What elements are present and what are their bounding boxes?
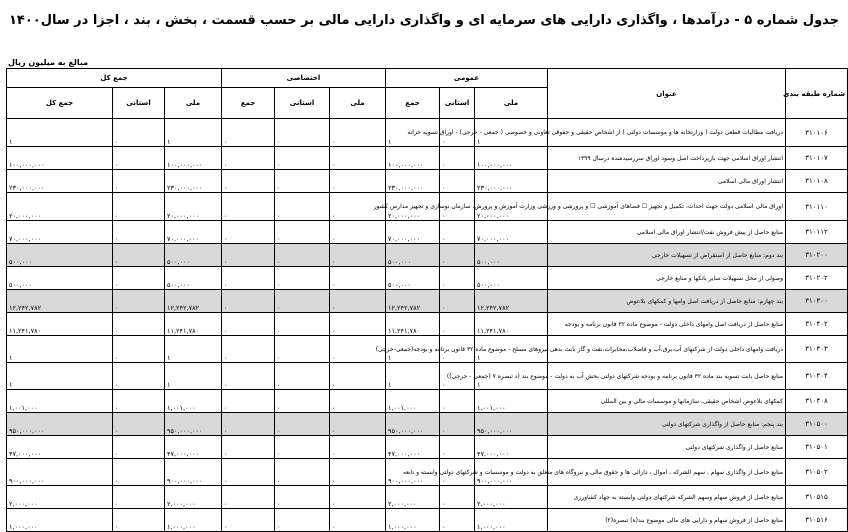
row-value: ۰ bbox=[221, 459, 274, 486]
row-title: بند چهارم: منابع حاصل از دریافت اصل وامها و کمکهای بلاعوض bbox=[548, 290, 786, 313]
row-title: کمکهای بلاعوض اشخاص حقیقی، سازمانها و موسسات مالی و بین المللی bbox=[548, 390, 786, 413]
row-value: ۱,۰۰۰,۰۰۰ bbox=[7, 509, 113, 532]
row-value: ۰ bbox=[112, 336, 164, 363]
row-value: ۰ bbox=[275, 390, 330, 413]
table-row bbox=[7, 221, 848, 244]
row-value: ۱۱,۲۴۱,۷۸۰ bbox=[7, 313, 113, 336]
row-title: انتشار اوراق اسلامی جهت بازپرداخت اصل وسود اوراق سررسیدشده درسال ۱۳۹۹ bbox=[548, 147, 786, 170]
row-code: ۳۱۰۴۰۲ bbox=[786, 313, 848, 336]
row-value: ۰ bbox=[440, 413, 475, 436]
row-value: ۱ bbox=[475, 363, 548, 390]
row-code: ۳۱۰۱۱۰ bbox=[786, 193, 848, 221]
row-value: ۰ bbox=[112, 390, 164, 413]
row-value: ۱۱,۲۴۱,۷۸۰ bbox=[475, 313, 548, 336]
row-title: بند پنجم: منابع حاصل از واگذاری شرکتهای دولتی bbox=[548, 413, 786, 436]
row-title: بند دوم: منابع حاصل از استقراض از تسهیلات خارجی bbox=[548, 244, 786, 267]
table-row bbox=[7, 459, 848, 486]
row-value: ۰ bbox=[275, 221, 330, 244]
row-title: منابع حاصل از فروش سهام وسهم الشرکه شرکتهای دولتی وابسته به جهاد کشاورزی bbox=[548, 486, 786, 509]
row-value: ۰ bbox=[112, 170, 164, 193]
row-value: ۰ bbox=[330, 170, 386, 193]
row-value: ۱ bbox=[164, 119, 221, 147]
row-code: ۳۱۰۴۰۸ bbox=[786, 390, 848, 413]
table-row bbox=[7, 147, 848, 170]
row-value: ۱,۰۰۰,۰۰۰ bbox=[386, 509, 440, 532]
row-value: ۴۷,۰۰۰,۰۰۰ bbox=[386, 436, 440, 459]
row-value: ۵۰۰,۰۰۰ bbox=[7, 267, 113, 290]
row-value: ۹۵۰,۰۰۰,۰۰۰ bbox=[386, 413, 440, 436]
sub-header-national: ملی bbox=[475, 88, 548, 119]
row-value: ۷۰,۰۰۰,۰۰۰ bbox=[475, 221, 548, 244]
row-value: ۱,۰۰۱,۰۰۰ bbox=[7, 390, 113, 413]
table-row bbox=[7, 390, 848, 413]
data-table bbox=[6, 68, 848, 532]
row-value: ۰ bbox=[330, 363, 386, 390]
group-header-total: جمع کل bbox=[7, 69, 222, 88]
row-value: ۰ bbox=[221, 486, 274, 509]
table-row bbox=[7, 336, 848, 363]
row-value: ۱ bbox=[386, 336, 440, 363]
row-value: ۵۰۰,۰۰۰ bbox=[475, 267, 548, 290]
row-code: ۳۱۰۱۰۷ bbox=[786, 147, 848, 170]
row-value: ۲,۰۰۰,۰۰۰ bbox=[7, 486, 113, 509]
row-title: وصولی از محل تسهیلات سایر بانکها و منابع خارجی bbox=[548, 267, 786, 290]
row-value: ۰ bbox=[330, 267, 386, 290]
row-value: ۱ bbox=[386, 119, 440, 147]
row-value: ۰ bbox=[221, 509, 274, 532]
table-body bbox=[7, 119, 848, 532]
row-value: ۰ bbox=[440, 486, 475, 509]
row-value: ۰ bbox=[330, 313, 386, 336]
row-value: ۵۰۰,۰۰۰ bbox=[7, 244, 113, 267]
row-value: ۰ bbox=[330, 244, 386, 267]
col-header-code: شماره طبقه بندی bbox=[786, 69, 848, 119]
row-value: ۲۳۰,۰۰۰,۰۰۰ bbox=[475, 170, 548, 193]
row-title: دریافت مطالبات قطعی دولت ( وزارتخانه ها و موسسات دولتی ) از اشخاص حقیقی و حقوقی تعاونی و خصوصی ( جمعی - خرجی) - اوراق تسویه خزانه bbox=[548, 119, 786, 147]
row-title: منابع حاصل از فروش سهام و دارایی های مالی موضوع بند(ه) تبصره(۲) bbox=[548, 509, 786, 532]
row-value: ۱,۰۰۰,۰۰۰ bbox=[164, 509, 221, 532]
row-value: ۰ bbox=[440, 170, 475, 193]
row-value: ۰ bbox=[112, 193, 164, 221]
row-title: منابع حاصل از واگذاری شرکتهای دولتی bbox=[548, 436, 786, 459]
row-value: ۰ bbox=[112, 119, 164, 147]
row-value: ۰ bbox=[330, 413, 386, 436]
row-value: ۰ bbox=[440, 363, 475, 390]
row-value: ۰ bbox=[112, 459, 164, 486]
header-row-groups bbox=[7, 69, 848, 88]
row-value: ۱۰۰,۰۰۰,۰۰۰ bbox=[164, 147, 221, 170]
row-value: ۰ bbox=[440, 221, 475, 244]
row-value: ۲,۰۰۰,۰۰۰ bbox=[164, 486, 221, 509]
row-value: ۱,۰۰۱,۰۰۰ bbox=[386, 390, 440, 413]
row-value: ۰ bbox=[275, 363, 330, 390]
row-value: ۰ bbox=[440, 336, 475, 363]
row-code: ۳۱۰۴۰۰ bbox=[786, 290, 848, 313]
table-row bbox=[7, 267, 848, 290]
row-code: ۳۱۰۲۰۰ bbox=[786, 244, 848, 267]
row-value: ۰ bbox=[112, 244, 164, 267]
row-value: ۰ bbox=[221, 363, 274, 390]
unit-note: مبالغ به میلیون ریال bbox=[8, 58, 89, 67]
row-value: ۰ bbox=[221, 436, 274, 459]
row-value: ۱۱,۲۴۱,۷۸۰ bbox=[386, 313, 440, 336]
row-value: ۲۰,۰۰۰,۰۰۰ bbox=[386, 193, 440, 221]
row-value: ۰ bbox=[275, 509, 330, 532]
table-row bbox=[7, 290, 848, 313]
row-value: ۵۰۰,۰۰۰ bbox=[386, 244, 440, 267]
group-header-public: عمومی bbox=[386, 69, 548, 88]
row-value: ۴۷,۰۰۰,۰۰۰ bbox=[7, 436, 113, 459]
sub-header-sum: جمع bbox=[386, 88, 440, 119]
row-value: ۰ bbox=[221, 267, 274, 290]
row-value: ۱,۰۰۰,۰۰۰ bbox=[475, 509, 548, 532]
row-value: ۰ bbox=[221, 170, 274, 193]
row-code: ۳۱۰۴۰۳ bbox=[786, 336, 848, 363]
row-value: ۰ bbox=[112, 413, 164, 436]
row-value: ۰ bbox=[440, 390, 475, 413]
table-row bbox=[7, 170, 848, 193]
row-value: ۰ bbox=[112, 290, 164, 313]
row-value: ۱۰۰,۰۰۰,۰۰۰ bbox=[386, 147, 440, 170]
row-value: ۰ bbox=[112, 313, 164, 336]
row-value: ۹۰۰,۰۰۰,۰۰۰ bbox=[164, 459, 221, 486]
row-value: ۰ bbox=[275, 193, 330, 221]
row-value: ۰ bbox=[221, 244, 274, 267]
row-value: ۰ bbox=[440, 436, 475, 459]
row-value: ۰ bbox=[330, 390, 386, 413]
row-code: ۳۱۰۱۰۸ bbox=[786, 170, 848, 193]
group-header-dedicated: اختصاصی bbox=[221, 69, 385, 88]
row-value: ۰ bbox=[330, 459, 386, 486]
row-value: ۲,۰۰۰,۰۰۰ bbox=[475, 486, 548, 509]
table-row bbox=[7, 119, 848, 147]
row-value: ۱۱,۲۴۱,۷۸۰ bbox=[164, 313, 221, 336]
row-value: ۰ bbox=[440, 290, 475, 313]
row-value: ۰ bbox=[275, 267, 330, 290]
row-value: ۰ bbox=[275, 336, 330, 363]
row-value: ۲۰,۰۰۰,۰۰۰ bbox=[164, 193, 221, 221]
page-title: جدول شماره ۵ - درآمدها ، واگذاری دارایی های سرمایه ای و واگذاری دارایی مالی بر حسب قسمت ، بخش ، بند ، اجزا در سال۱۴۰۰ bbox=[8, 13, 840, 28]
row-value: ۵۰۰,۰۰۰ bbox=[164, 267, 221, 290]
row-value: ۰ bbox=[330, 290, 386, 313]
table-row bbox=[7, 313, 848, 336]
row-value: ۹۵۰,۰۰۰,۰۰۰ bbox=[475, 413, 548, 436]
row-code: ۳۱۰۵۱۵ bbox=[786, 486, 848, 509]
row-code: ۳۱۰۵۰۰ bbox=[786, 413, 848, 436]
row-value: ۰ bbox=[112, 436, 164, 459]
row-value: ۰ bbox=[440, 267, 475, 290]
row-value: ۰ bbox=[221, 119, 274, 147]
row-value: ۹۰۰,۰۰۰,۰۰۰ bbox=[7, 459, 113, 486]
row-value: ۱۲,۲۴۲,۷۸۲ bbox=[475, 290, 548, 313]
row-value: ۰ bbox=[330, 336, 386, 363]
row-value: ۰ bbox=[275, 147, 330, 170]
row-code: ۳۱۰۱۰۶ bbox=[786, 119, 848, 147]
row-value: ۱ bbox=[164, 336, 221, 363]
row-value: ۰ bbox=[221, 313, 274, 336]
row-value: ۰ bbox=[440, 244, 475, 267]
row-value: ۰ bbox=[112, 509, 164, 532]
row-value: ۵۰۰,۰۰۰ bbox=[386, 267, 440, 290]
row-value: ۰ bbox=[275, 413, 330, 436]
row-value: ۰ bbox=[440, 459, 475, 486]
row-value: ۱,۰۰۱,۰۰۰ bbox=[164, 390, 221, 413]
row-value: ۰ bbox=[440, 313, 475, 336]
row-value: ۹۰۰,۰۰۰,۰۰۰ bbox=[386, 459, 440, 486]
row-value: ۰ bbox=[330, 509, 386, 532]
row-value: ۰ bbox=[275, 436, 330, 459]
row-code: ۳۱۰۵۰۱ bbox=[786, 436, 848, 459]
row-title: اوراق مالی اسلامی دولت جهت احداث، تکمیل و تجهیز ☐ فضاهای آموزشی ☐ و پرورشی و ورزشی وزارت آموزش و پرورش، سازمان نوسازی و تجهیز مدارس کشور bbox=[548, 193, 786, 221]
row-title: منابع حاصل از دریافت اصل وامهای داخلی دولت - موضوع ماده ۳۲ قانون برنامه و بودجه bbox=[548, 313, 786, 336]
table-row bbox=[7, 363, 848, 390]
row-code: ۳۱۰۴۰۴ bbox=[786, 363, 848, 390]
row-code: ۳۱۰۵۰۲ bbox=[786, 459, 848, 486]
row-value: ۰ bbox=[275, 313, 330, 336]
col-header-title: عنوان bbox=[548, 69, 786, 119]
row-value: ۱۲,۲۴۲,۷۸۲ bbox=[386, 290, 440, 313]
row-value: ۰ bbox=[112, 363, 164, 390]
row-value: ۱,۰۰۱,۰۰۰ bbox=[475, 390, 548, 413]
row-value: ۹۰۰,۰۰۰,۰۰۰ bbox=[475, 459, 548, 486]
row-value: ۹۵۰,۰۰۰,۰۰۰ bbox=[7, 413, 113, 436]
row-value: ۰ bbox=[112, 486, 164, 509]
row-value: ۰ bbox=[440, 119, 475, 147]
row-value: ۵۰۰,۰۰۰ bbox=[164, 244, 221, 267]
row-value: ۴۷,۰۰۰,۰۰۰ bbox=[164, 436, 221, 459]
row-value: ۰ bbox=[330, 436, 386, 459]
table-row bbox=[7, 486, 848, 509]
row-title: دریافت وامهای داخلی دولت از شرکتهای آب،برق،آب و فاضلاب،مخابرات،نفت و گاز بابت بدهی نیروهای مسلح - موضوع ماده ۳۲ قانون برنامه و بودجه(جمعی-خرجی) bbox=[548, 336, 786, 363]
row-title: منابع حاصل بابت تسویه بند ماده ۳۲ قانون برنامه و بودجه شرکتهای دولتی بخش آب به دولت - موضوع بند (د تبصره ۷ (جمعی - خرجی)) bbox=[548, 363, 786, 390]
row-value: ۰ bbox=[275, 290, 330, 313]
row-value: ۰ bbox=[275, 486, 330, 509]
row-value: ۰ bbox=[440, 509, 475, 532]
row-value: ۲۰,۰۰۰,۰۰۰ bbox=[475, 193, 548, 221]
row-value: ۱۲,۲۴۲,۷۸۲ bbox=[164, 290, 221, 313]
row-value: ۲,۰۰۰,۰۰۰ bbox=[386, 486, 440, 509]
row-value: ۰ bbox=[330, 486, 386, 509]
row-value: ۰ bbox=[112, 147, 164, 170]
row-value: ۹۵۰,۰۰۰,۰۰۰ bbox=[164, 413, 221, 436]
sub-header-provincial: استانی bbox=[440, 88, 475, 119]
row-value: ۲۰,۰۰۰,۰۰۰ bbox=[7, 193, 113, 221]
row-value: ۰ bbox=[275, 119, 330, 147]
row-code: ۳۱۰۲۰۲ bbox=[786, 267, 848, 290]
row-title: منابع حاصل از واگذاری سهام ، سهم الشرکه ، اموال ، دارائی ها و حقوق مالی و نیروگاه های متعلق به دولت و موسسات و شرکتهای دولتی وابسته و تابعه bbox=[548, 459, 786, 486]
row-value: ۰ bbox=[440, 193, 475, 221]
sub-header-national: ملی bbox=[330, 88, 386, 119]
table-row bbox=[7, 436, 848, 459]
sub-header-sum: جمع bbox=[221, 88, 274, 119]
row-value: ۰ bbox=[221, 290, 274, 313]
row-value: ۰ bbox=[275, 244, 330, 267]
row-value: ۰ bbox=[221, 336, 274, 363]
row-value: ۴۷,۰۰۰,۰۰۰ bbox=[475, 436, 548, 459]
row-value: ۱۰۰,۰۰۰,۰۰۰ bbox=[7, 147, 113, 170]
table-row bbox=[7, 413, 848, 436]
row-value: ۰ bbox=[330, 193, 386, 221]
row-value: ۱ bbox=[7, 119, 113, 147]
row-value: ۲۳۰,۰۰۰,۰۰۰ bbox=[7, 170, 113, 193]
row-title: انتشار اوراق مالی اسلامی bbox=[548, 170, 786, 193]
row-value: ۰ bbox=[275, 459, 330, 486]
row-value: ۰ bbox=[221, 413, 274, 436]
row-value: ۱۰۰,۰۰۰,۰۰۰ bbox=[475, 147, 548, 170]
row-title: منابع حاصل از پیش فروش نفت/انتشار اوراق مالی اسلامی bbox=[548, 221, 786, 244]
sub-header-provincial: استانی bbox=[275, 88, 330, 119]
row-value: ۷۰,۰۰۰,۰۰۰ bbox=[164, 221, 221, 244]
table-row bbox=[7, 193, 848, 221]
row-value: ۰ bbox=[221, 193, 274, 221]
row-value: ۰ bbox=[112, 221, 164, 244]
row-value: ۰ bbox=[221, 221, 274, 244]
sub-header-provincial: استانی bbox=[112, 88, 164, 119]
sub-header-national: ملی bbox=[164, 88, 221, 119]
row-value: ۷۰,۰۰۰,۰۰۰ bbox=[386, 221, 440, 244]
row-value: ۰ bbox=[440, 147, 475, 170]
row-value: ۱ bbox=[386, 363, 440, 390]
row-value: ۱۲,۲۴۲,۷۸۲ bbox=[7, 290, 113, 313]
row-value: ۲۳۰,۰۰۰,۰۰۰ bbox=[164, 170, 221, 193]
row-value: ۰ bbox=[330, 119, 386, 147]
row-value: ۱ bbox=[475, 119, 548, 147]
row-value: ۱ bbox=[7, 336, 113, 363]
row-value: ۱ bbox=[7, 363, 113, 390]
row-value: ۰ bbox=[330, 221, 386, 244]
row-value: ۰ bbox=[275, 170, 330, 193]
row-value: ۰ bbox=[221, 147, 274, 170]
row-value: ۰ bbox=[330, 147, 386, 170]
row-value: ۱ bbox=[164, 363, 221, 390]
sub-header-total-sum: جمع کل bbox=[7, 88, 113, 119]
row-code: ۳۱۰۵۱۶ bbox=[786, 509, 848, 532]
row-value: ۷۰,۰۰۰,۰۰۰ bbox=[7, 221, 113, 244]
row-value: ۲۳۰,۰۰۰,۰۰۰ bbox=[386, 170, 440, 193]
row-value: ۵۰۰,۰۰۰ bbox=[475, 244, 548, 267]
row-value: ۰ bbox=[221, 390, 274, 413]
table-row bbox=[7, 509, 848, 532]
row-code: ۳۱۰۱۱۲ bbox=[786, 221, 848, 244]
table-row bbox=[7, 244, 848, 267]
row-value: ۱ bbox=[475, 336, 548, 363]
row-value: ۰ bbox=[112, 267, 164, 290]
